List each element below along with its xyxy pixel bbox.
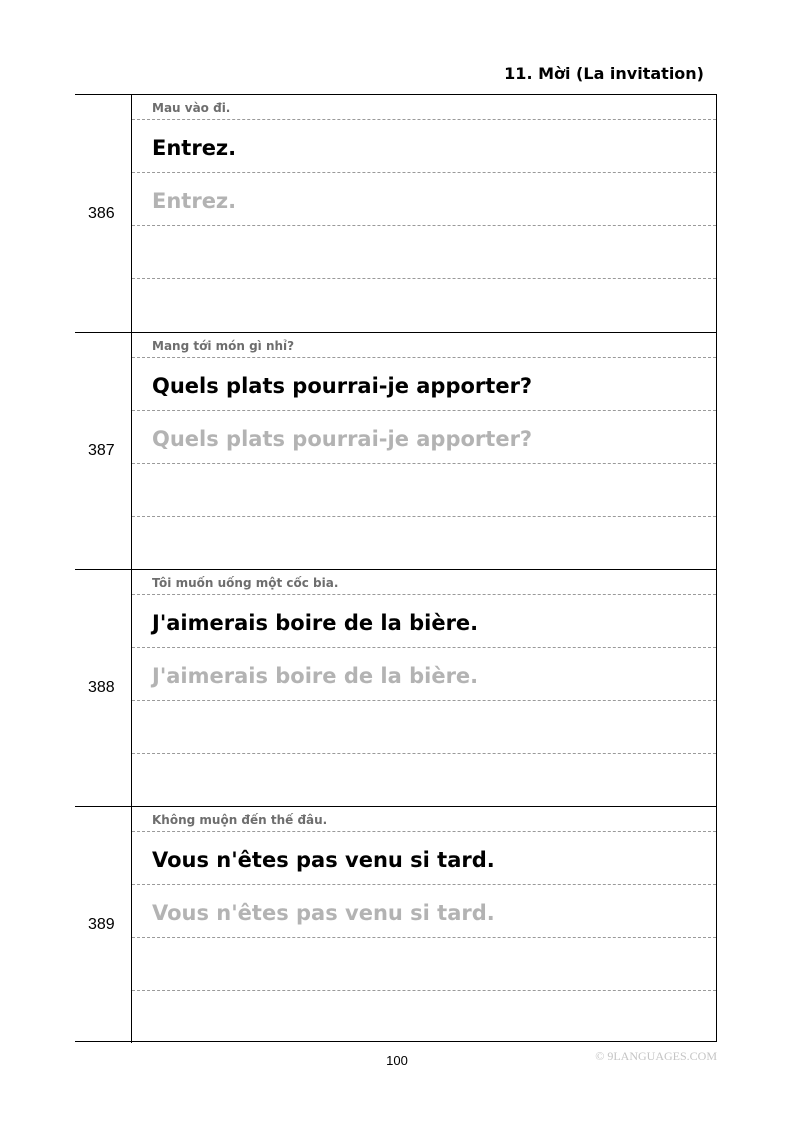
blank-writing-line [132, 754, 716, 807]
practice-entry [75, 95, 716, 332]
french-sentence: J'aimerais boire de la bière. [132, 595, 716, 648]
entry-number: 386 [75, 95, 132, 332]
french-sentence: Vous n'êtes pas venu si tard. [132, 832, 716, 885]
writing-lines [132, 333, 716, 569]
french-sentence: Quels plats pourrai-je apporter? [132, 358, 716, 411]
blank-writing-line [132, 991, 716, 1044]
trace-sentence: Quels plats pourrai-je apporter? [132, 411, 716, 464]
copyright-notice: © 9LANGUAGES.COM [595, 1049, 717, 1063]
writing-lines [132, 570, 716, 806]
blank-writing-line [132, 464, 716, 517]
practice-entry [75, 569, 716, 806]
practice-entry [75, 332, 716, 569]
vietnamese-hint: Mau vào đi. [132, 95, 716, 120]
blank-writing-line [132, 938, 716, 991]
vietnamese-hint: Không muộn đến thế đâu. [132, 807, 716, 832]
entry-number: 388 [75, 570, 132, 806]
entry-number: 387 [75, 333, 132, 569]
blank-writing-line [132, 226, 716, 279]
vietnamese-hint: Mang tới món gì nhỉ? [132, 333, 716, 358]
trace-sentence: Entrez. [132, 173, 716, 226]
trace-sentence: Vous n'êtes pas venu si tard. [132, 885, 716, 938]
entry-number: 389 [75, 807, 132, 1043]
vietnamese-hint: Tôi muốn uống một cốc bia. [132, 570, 716, 595]
writing-lines [132, 95, 716, 332]
blank-writing-line [132, 279, 716, 332]
writing-lines [132, 807, 716, 1043]
blank-writing-line [132, 701, 716, 754]
section-title: 11. Mời (La invitation) [504, 64, 704, 83]
practice-entry [75, 806, 716, 1043]
french-sentence: Entrez. [132, 120, 716, 173]
trace-sentence: J'aimerais boire de la bière. [132, 648, 716, 701]
blank-writing-line [132, 517, 716, 570]
page-number: 100 [386, 1053, 408, 1068]
practice-worksheet [75, 94, 717, 1042]
